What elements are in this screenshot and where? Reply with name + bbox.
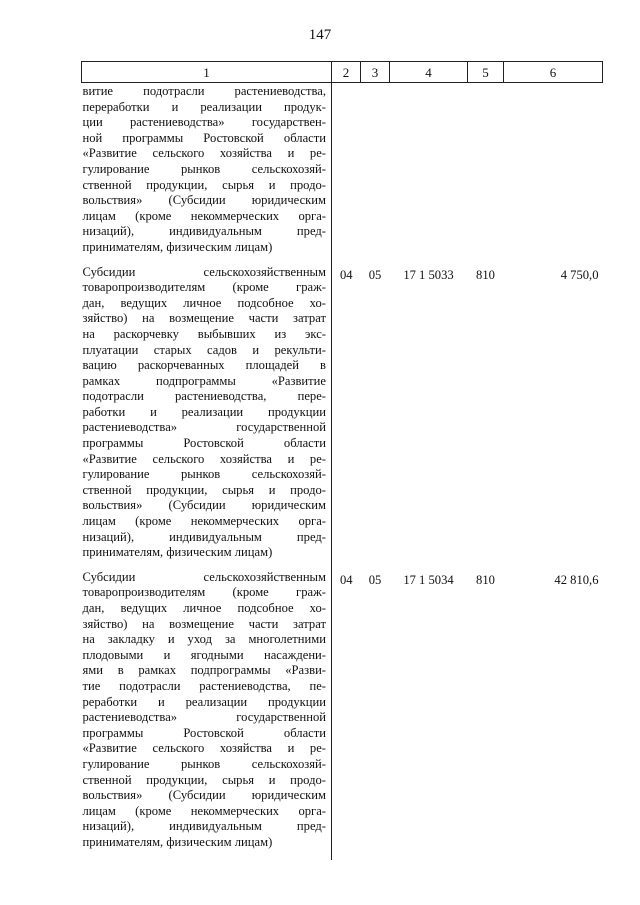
description-line: подотрасли растениеводства, пере- [82, 389, 326, 404]
description-line: ственной продукции, сырья и продо- [82, 772, 326, 787]
description-line: «Развитие сельского хозяйства и ре- [82, 451, 326, 466]
description-line: плуатации старых садов и рекульти- [82, 342, 326, 357]
row-expense-type: 810 [476, 572, 495, 587]
table-body [82, 83, 603, 860]
description-line: растениеводства» государственной [82, 420, 326, 435]
description-line: «Развитие сельского хозяйства и ре- [82, 741, 326, 756]
row-amount [504, 83, 603, 265]
description-line: тие подотрасли растениеводства, пе- [82, 678, 326, 693]
description-line: вольствия» (Субсидии юридическим [82, 193, 326, 208]
row-section-code: 04 [339, 267, 353, 282]
header-col-1: 1 [82, 62, 332, 83]
row-target-article: 17 1 5034 [403, 572, 454, 587]
header-col-4: 4 [390, 62, 468, 83]
row-subsection-code: 05 [368, 572, 382, 587]
description-line: ственной продукции, сырья и продо- [82, 177, 326, 192]
description-line: программы Ростовской области [82, 725, 326, 740]
description-line: Субсидии сельскохозяйственным [82, 264, 326, 279]
description-line: гулирование рынков сельскохозяй- [82, 161, 326, 176]
description-line: ной программы Ростовской области [82, 130, 326, 145]
table-row [82, 265, 603, 570]
description-line: программы Ростовской области [82, 436, 326, 451]
description-line: плодовыми и ягодными насаждени- [82, 647, 326, 662]
description-line: растениеводства» государственной [82, 710, 326, 725]
row-target-article [390, 83, 468, 265]
description-line: низаций), индивидуальным пред- [82, 819, 326, 834]
row-description [82, 265, 332, 570]
description-line: гулирование рынков сельскохозяй- [82, 467, 326, 482]
description-line: дан, ведущих личное подсобное хо- [82, 295, 326, 310]
row-expense-type: 810 [476, 267, 495, 282]
table-header-row [82, 62, 603, 83]
description-line: реработки и реализации продукции [82, 694, 326, 709]
description-line: ственной продукции, сырья и продо- [82, 482, 326, 497]
row-description [82, 570, 332, 860]
description-line: витие подотрасли растениеводства, [82, 84, 326, 98]
budget-table [81, 61, 603, 860]
description-line: принимателям, физическим лицам) [82, 239, 273, 254]
row-subsection-code [361, 83, 390, 265]
description-line: ями в рамках подпрограммы «Разви- [82, 663, 326, 678]
description-line: Субсидии сельскохозяйственным [82, 569, 326, 584]
description-line: вольствия» (Субсидии юридическим [82, 788, 326, 803]
description-line: низаций), индивидуальным пред- [82, 224, 326, 239]
description-line: лицам (кроме некоммерческих орга- [82, 208, 326, 223]
description-line: лицам (кроме некоммерческих орга- [82, 803, 326, 818]
header-col-3: 3 [361, 62, 390, 83]
description-line: товаропроизводителям (кроме граж- [82, 280, 326, 295]
description-line: принимателям, физическим лицам) [82, 834, 273, 849]
row-description [82, 83, 332, 265]
row-section-code [332, 83, 361, 265]
description-line: дан, ведущих личное подсобное хо- [82, 601, 326, 615]
page-number: 147 [308, 27, 332, 43]
row-section-code: 04 [339, 572, 353, 587]
row-amount: 42 810,6 [554, 572, 599, 587]
description-line: «Развитие сельского хозяйства и ре- [82, 146, 326, 161]
row-target-article: 17 1 5033 [403, 267, 454, 282]
row-expense-type [468, 83, 504, 265]
header-col-6: 6 [504, 62, 603, 83]
description-line: работки и реализации продукции [82, 404, 326, 419]
description-line: гулирование рынков сельскохозяй- [82, 756, 326, 771]
description-line: вацию раскорчеванных площадей в [82, 358, 326, 373]
row-amount: 4 750,0 [560, 267, 599, 282]
description-line: низаций), индивидуальным пред- [82, 529, 326, 544]
description-line: ции растениеводства» государствен- [82, 115, 326, 130]
table-row [82, 570, 603, 860]
header-col-2: 2 [332, 62, 361, 83]
row-subsection-code: 05 [368, 267, 382, 282]
description-line: зяйство) на возмещение части затрат [82, 616, 326, 631]
table-row [82, 83, 603, 265]
description-line: лицам (кроме некоммерческих орга- [82, 514, 326, 529]
description-line: зяйство) на возмещение части затрат [82, 311, 326, 326]
description-line: переработки и реализации продук- [82, 99, 326, 114]
description-line: принимателям, физическим лицам) [82, 545, 273, 560]
description-line: на закладку и уход за многолетними [82, 632, 326, 647]
description-line: вольствия» (Субсидии юридическим [82, 498, 326, 513]
description-line: рамках подпрограммы «Развитие [82, 373, 326, 388]
header-col-5: 5 [468, 62, 504, 83]
description-line: на раскорчевку выбывших из экс- [82, 326, 326, 341]
description-line: товаропроизводителям (кроме граж- [82, 585, 326, 600]
